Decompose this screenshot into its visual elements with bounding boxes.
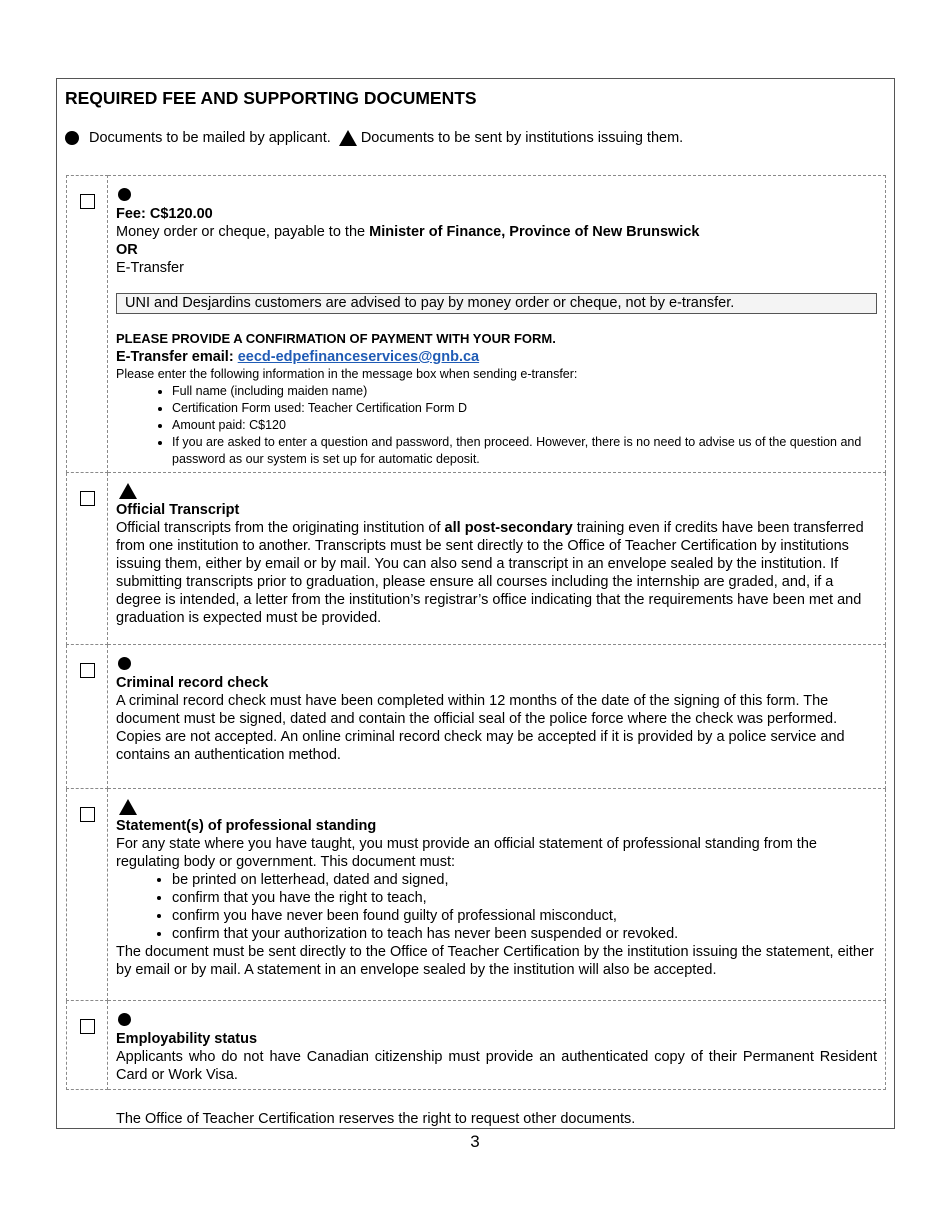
fee-etransfer: E-Transfer <box>116 260 184 276</box>
footnote: The Office of Teacher Certification reserves the right to request other documents. <box>116 1111 636 1127</box>
transcript-heading: Official Transcript <box>116 502 240 518</box>
triangle-bullet-icon <box>119 483 137 499</box>
criminal-text: A criminal record check must have been completed within 12 months of the date of the signing of this form. The document must be signed, dated and contain the official seal of the police force where the check was performed. Copies are not accepted. An online criminal record check may be accepted if it is provided by a police service and contains an authentication method. <box>116 693 845 763</box>
row-fee <box>67 176 886 473</box>
fee-confirm: PLEASE PROVIDE A CONFIRMATION OF PAYMENT WITH YOUR FORM. <box>116 331 556 346</box>
circle-bullet-icon <box>118 188 131 201</box>
fee-note: UNI and Desjardins customers are advised to pay by money order or cheque, not by e-transfer. <box>116 293 877 314</box>
row-standing <box>67 789 886 1001</box>
legend-mailed: Documents to be mailed by applicant. <box>89 130 331 146</box>
email-link[interactable]: eecd-edpefinanceservices@gnb.ca <box>237 349 480 365</box>
list-item: • confirm that you have the right to teach, <box>172 889 877 907</box>
criminal-heading: Criminal record check <box>116 675 269 691</box>
circle-bullet-icon <box>118 1013 131 1026</box>
section-title: REQUIRED FEE AND SUPPORTING DOCUMENTS <box>65 88 477 108</box>
criminal-checkbox[interactable] <box>80 663 95 678</box>
circle-bullet-icon <box>118 657 131 670</box>
standing-checkbox[interactable] <box>80 807 95 822</box>
standing-bullet-list <box>116 871 877 943</box>
fee-or: OR <box>116 242 138 258</box>
employ-heading: Employability status <box>116 1031 258 1047</box>
circle-bullet-icon <box>65 131 79 145</box>
list-item: • Full name (including maiden name) <box>172 383 877 400</box>
row-criminal <box>67 645 886 789</box>
list-item: • Amount paid: C$120 <box>172 417 877 434</box>
standing-outro: The document must be sent directly to the Office of Teacher Certification by the institution issuing the statement, either by email or by mail. A statement in an envelope sealed by the institution will also be accepted. <box>116 944 874 978</box>
list-item: • confirm you have never been found guilty of professional misconduct, <box>172 907 877 925</box>
transcript-text: Official transcripts from the originating institution of all post-secondary training even if credits have been transferred from one institution to another. Transcripts must be sent directly to the Office of Teacher Certification by institutions issuing them, either by email or by mail. You can also send a transcript in an envelope sealed by the institution. If submitting transcripts prior to graduation, please ensure all courses including the internship are graded, and, if a degree is intended, a letter from the institution’s registrar’s office indicating that the requirements have been met and graduation is expected must be provided. <box>116 520 864 626</box>
list-item: • confirm that your authorization to teach has never been suspended or revoked. <box>172 925 877 943</box>
legend-institutions: Documents to be sent by institutions issuing them. <box>360 130 684 146</box>
triangle-bullet-icon <box>339 130 357 146</box>
list-item: • If you are asked to enter a question and password, then proceed. However, there is no need to advise us of the question and password as our system is set up for automatic deposit. <box>172 434 877 468</box>
list-item: • Certification Form used: Teacher Certification Form D <box>172 400 877 417</box>
email-line: E-Transfer email: eecd-edpefinanceservices@gnb.ca <box>116 349 480 365</box>
triangle-bullet-icon <box>119 799 137 815</box>
employ-text: Applicants who do not have Canadian citizenship must provide an authenticated copy of their Permanent Resident Card or Work Visa. <box>116 1049 877 1083</box>
fee-instructions: Please enter the following information in the message box when sending e-transfer: <box>116 367 578 381</box>
fee-heading: Fee: C$120.00 <box>116 206 213 222</box>
standing-intro: For any state where you have taught, you must provide an official statement of professional standing from the regulating body or government. This document must: <box>116 836 817 870</box>
row-transcript <box>67 473 886 645</box>
employability-checkbox[interactable] <box>80 1019 95 1034</box>
list-item: • be printed on letterhead, dated and signed, <box>172 871 877 889</box>
standing-heading: Statement(s) of professional standing <box>116 818 377 834</box>
documents-table <box>66 175 886 1090</box>
fee-payable: Money order or cheque, payable to the Minister of Finance, Province of New Brunswick <box>116 224 700 240</box>
legend <box>65 130 683 146</box>
transcript-checkbox[interactable] <box>80 491 95 506</box>
fee-checkbox[interactable] <box>80 194 95 209</box>
row-employability <box>67 1001 886 1090</box>
fee-bullet-list <box>116 383 877 468</box>
page-number: 3 <box>470 1132 480 1151</box>
